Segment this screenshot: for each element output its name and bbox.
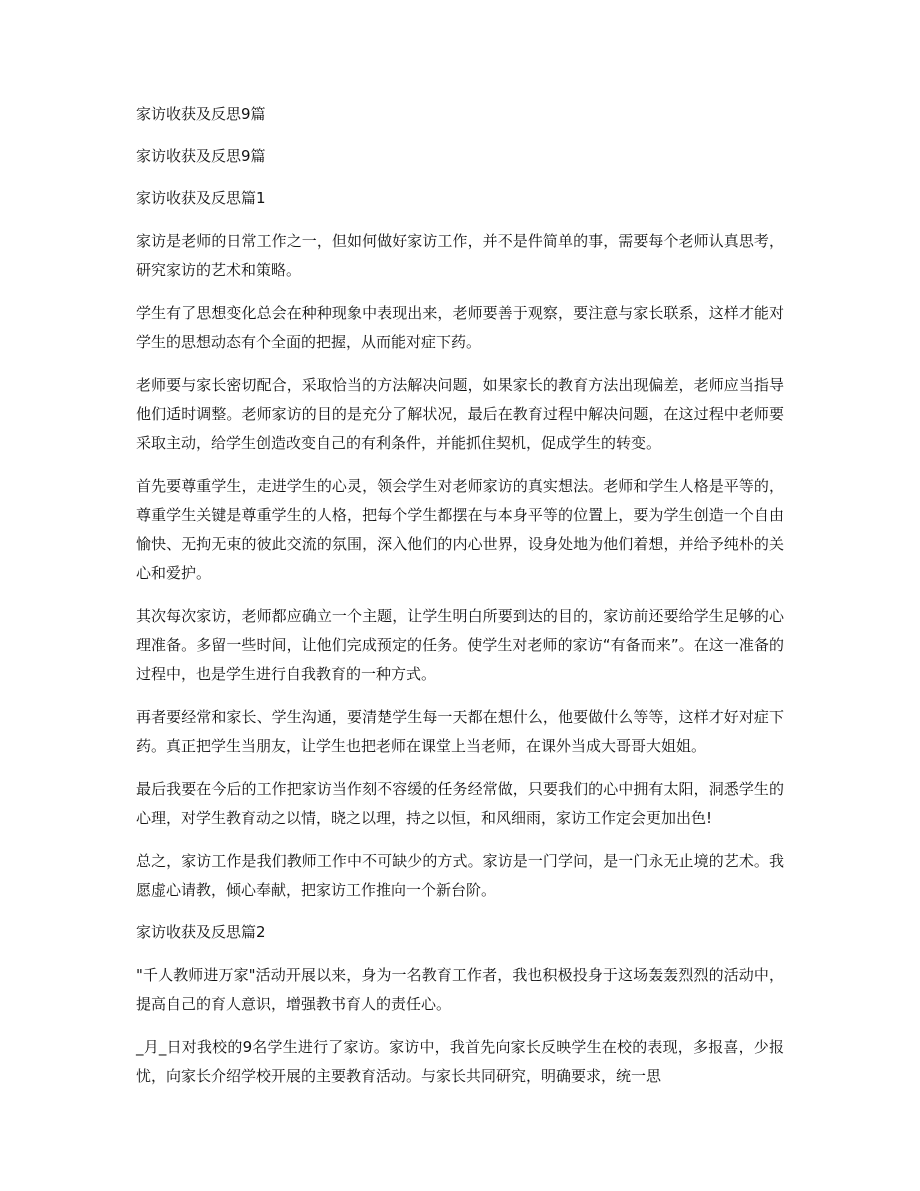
section-1-paragraph: 老师要与家长密切配合，采取恰当的方法解决问题，如果家长的教育方法出现偏差，老师应当指导他们适时调整。老师家访的目的是充分了解状况，最后在教育过程中解决问题，在这过程中老师要采取主动，给学生创造改变自己的有利条件，并能抓住契机，促成学生的转变。 [136,376,784,452]
document-subtitle: 家访收获及反思9篇 [136,147,266,165]
section-1-paragraph: 再者要经常和家长、学生沟通，要清楚学生每一天都在想什么，他要做什么等等，这样才好对症下药。真正把学生当朋友，让学生也把老师在课堂上当老师，在课外当成大哥哥大姐姐。 [136,708,784,755]
section-1-paragraph: 家访是老师的日常工作之一，但如何做好家访工作，并不是件简单的事，需要每个老师认真思考，研究家访的艺术和策略。 [136,232,784,279]
section-1-paragraph: 最后我要在今后的工作把家访当作刻不容缓的任务经常做，只要我们的心中拥有太阳，洞悉学生的心理，对学生教育动之以情，晓之以理，持之以恒，和风细雨，家访工作定会更加出色! [136,780,784,827]
document-title: 家访收获及反思9篇 [136,105,266,123]
section-1-paragraph: 首先要尊重学生，走进学生的心灵，领会学生对老师家访的真实想法。老师和学生人格是平等的，尊重学生关键是尊重学生的人格，把每个学生都摆在与本身平等的位置上，要为学生创造一个自由愉快、无拘无束的彼此交流的氛围，深入他们的内心世界，设身处地为他们着想，并给予纯朴的关心和爱护。 [136,477,784,582]
section-1-paragraph: 学生有了思想变化总会在种种现象中表现出来，老师要善于观察，要注意与家长联系，这样才能对学生的思想动态有个全面的把握，从而能对症下药。 [136,304,784,351]
section-2-paragraph: "千人教师进万家"活动开展以来，身为一名教育工作者，我也积极投身于这场轰轰烈烈的活动中，提高自己的育人意识，增强教书育人的责任心。 [136,966,784,1013]
section-1-paragraph: 总之，家访工作是我们教师工作中不可缺少的方式。家访是一门学问，是一门永无止境的艺术。我愿虚心请教，倾心奉献，把家访工作推向一个新台阶。 [136,852,784,899]
section-2-heading: 家访收获及反思篇2 [136,923,266,941]
section-1-heading: 家访收获及反思篇1 [136,189,266,207]
section-1-paragraph: 其次每次家访，老师都应确立一个主题，让学生明白所要到达的目的，家访前还要给学生足够的心理准备。多留一些时间，让他们完成预定的任务。使学生对老师的家访“有备而来”。在这一准备的过程中，也是学生进行自我教育的一种方式。 [136,607,784,683]
section-2-paragraph: _月_日对我校的9名学生进行了家访。家访中，我首先向家长反映学生在校的表现，多报喜，少报忧，向家长介绍学校开展的主要教育活动。与家长共同研究，明确要求，统一思 [136,1038,784,1085]
